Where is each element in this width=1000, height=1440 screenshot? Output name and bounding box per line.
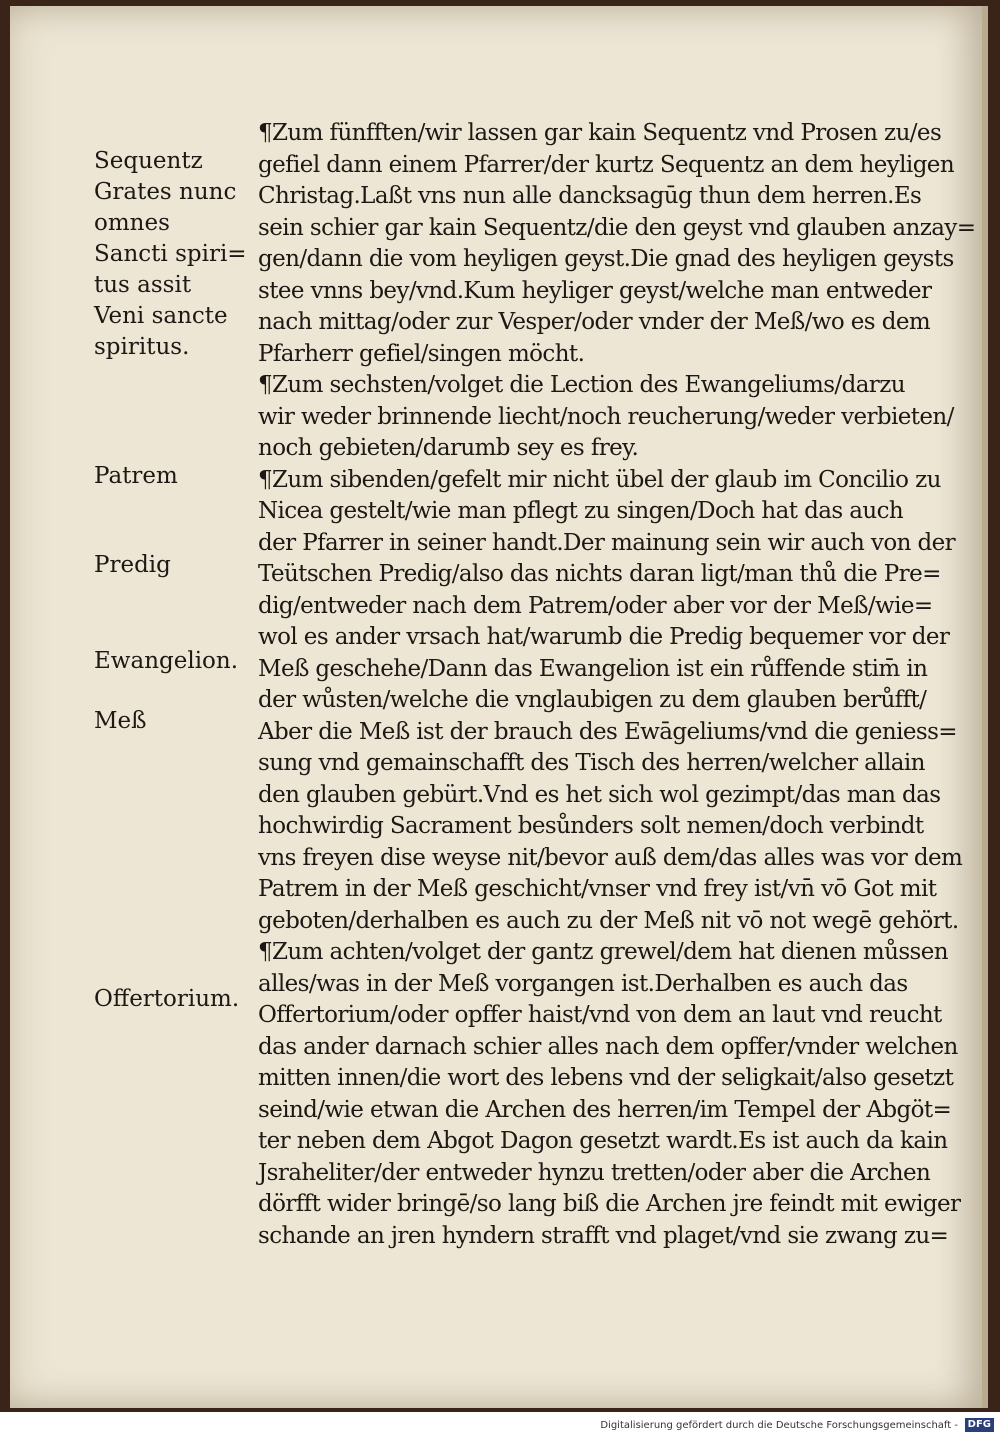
text-line: vns freyen dise weyse nit/bevor auß dem/das alles was vor dem <box>258 845 963 871</box>
text-line: sein schier gar kain Sequentz/die den geyst vnd glauben anzay= <box>258 215 976 241</box>
text-line: sung vnd gemainschafft des Tisch des herren/welcher allain <box>258 750 925 776</box>
text-line: dig/entweder nach dem Patrem/oder aber vor der Meß/wie= <box>258 593 933 619</box>
margin-note: Grates nunc <box>94 179 237 205</box>
text-line: schande an jren hyndern strafft vnd plaget/vnd sie zwang zu= <box>258 1223 949 1249</box>
book-page <box>10 6 988 1408</box>
text-line: ¶Zum achten/volget der gantz grewel/dem hat dienen můssen <box>258 939 948 965</box>
text-line: Nicea gestelt/wie man pflegt zu singen/Doch hat das auch <box>258 498 904 524</box>
text-line: gefiel dann einem Pfarrer/der kurtz Sequentz an dem heyligen <box>258 152 955 178</box>
funding-credit: Digitalisierung gefördert durch die Deutsche Forschungsgemeinschaft - <box>600 1420 958 1431</box>
margin-note: Ewangelion. <box>94 648 239 674</box>
margin-note: Sancti spiri= <box>94 241 247 267</box>
text-line: der Pfarrer in seiner handt.Der mainung sein wir auch von der <box>258 530 956 556</box>
text-line: dörfft wider bringē/so lang biß die Archen jre feindt mit ewiger <box>258 1191 961 1217</box>
text-line: seind/wie etwan die Archen des herren/im Tempel der Abgöt= <box>258 1097 952 1123</box>
digitization-footer <box>0 1412 1000 1440</box>
text-line: das ander darnach schier alles nach dem opffer/vnder welchen <box>258 1034 958 1060</box>
margin-note: omnes <box>94 210 170 236</box>
text-line: mitten innen/die wort des lebens vnd der seligkait/also gesetzt <box>258 1065 954 1091</box>
dfg-logo-icon: DFG <box>965 1418 994 1432</box>
margin-note: Veni sancte <box>94 303 228 329</box>
text-line: ter neben dem Abgot Dagon gesetzt wardt.Es ist auch da kain <box>258 1128 948 1154</box>
margin-note: Sequentz <box>94 148 203 174</box>
text-line: Offertorium/oder opffer haist/vnd von dem an laut vnd reucht <box>258 1002 942 1028</box>
text-line: Pfarherr gefiel/singen möcht. <box>258 341 585 367</box>
text-line: gen/dann die vom heyligen geyst.Die gnad des heyligen geysts <box>258 246 954 272</box>
text-line: Aber die Meß ist der brauch des Ewāgeliums/vnd die geniess= <box>258 719 957 745</box>
text-line: geboten/derhalben es auch zu der Meß nit vō not wegē gehört. <box>258 908 959 934</box>
margin-note: Predig <box>94 552 171 578</box>
text-line: der wůsten/welche die vnglaubigen zu dem glauben berůfft/ <box>258 687 927 713</box>
margin-note: Offertorium. <box>94 986 240 1012</box>
text-line: Meß geschehe/Dann das Ewangelion ist ein růffende stim̄ in <box>258 656 928 682</box>
text-line: Jsraheliter/der entweder hynzu tretten/oder aber die Archen <box>258 1160 931 1186</box>
text-line: alles/was in der Meß vorgangen ist.Derhalben es auch das <box>258 971 908 997</box>
margin-note: Meß <box>94 708 147 734</box>
text-line: wir weder brinnende liecht/noch reucherung/weder verbieten/ <box>258 404 954 430</box>
text-line: stee vnns bey/vnd.Kum heyliger geyst/welche man entweder <box>258 278 932 304</box>
text-line: ¶Zum sibenden/gefelt mir nicht übel der glaub im Concilio zu <box>258 467 941 493</box>
text-line: hochwirdig Sacrament besůnders solt nemen/doch verbindt <box>258 813 924 839</box>
text-line: wol es ander vrsach hat/warumb die Predig bequemer vor der <box>258 624 950 650</box>
text-line: ¶Zum fünfften/wir lassen gar kain Sequentz vnd Prosen zu/es <box>258 120 942 146</box>
text-line: Teütschen Predig/also das nichts daran ligt/man thů die Pre= <box>258 561 941 587</box>
text-line: nach mittag/oder zur Vesper/oder vnder der Meß/wo es dem <box>258 309 931 335</box>
margin-note: tus assit <box>94 272 192 298</box>
text-line: Christag.Laßt vns nun alle dancksagūg thun dem herren.Es <box>258 183 922 209</box>
margin-note: spiritus. <box>94 334 190 360</box>
text-line: ¶Zum sechsten/volget die Lection des Ewangeliums/darzu <box>258 372 905 398</box>
margin-note: Patrem <box>94 463 178 489</box>
text-line: Patrem in der Meß geschicht/vnser vnd frey ist/vn̄ vō Got mit <box>258 876 937 902</box>
text-line: den glauben gebürt.Vnd es het sich wol gezimpt/das man das <box>258 782 941 808</box>
text-line: noch gebieten/darumb sey es frey. <box>258 435 639 461</box>
